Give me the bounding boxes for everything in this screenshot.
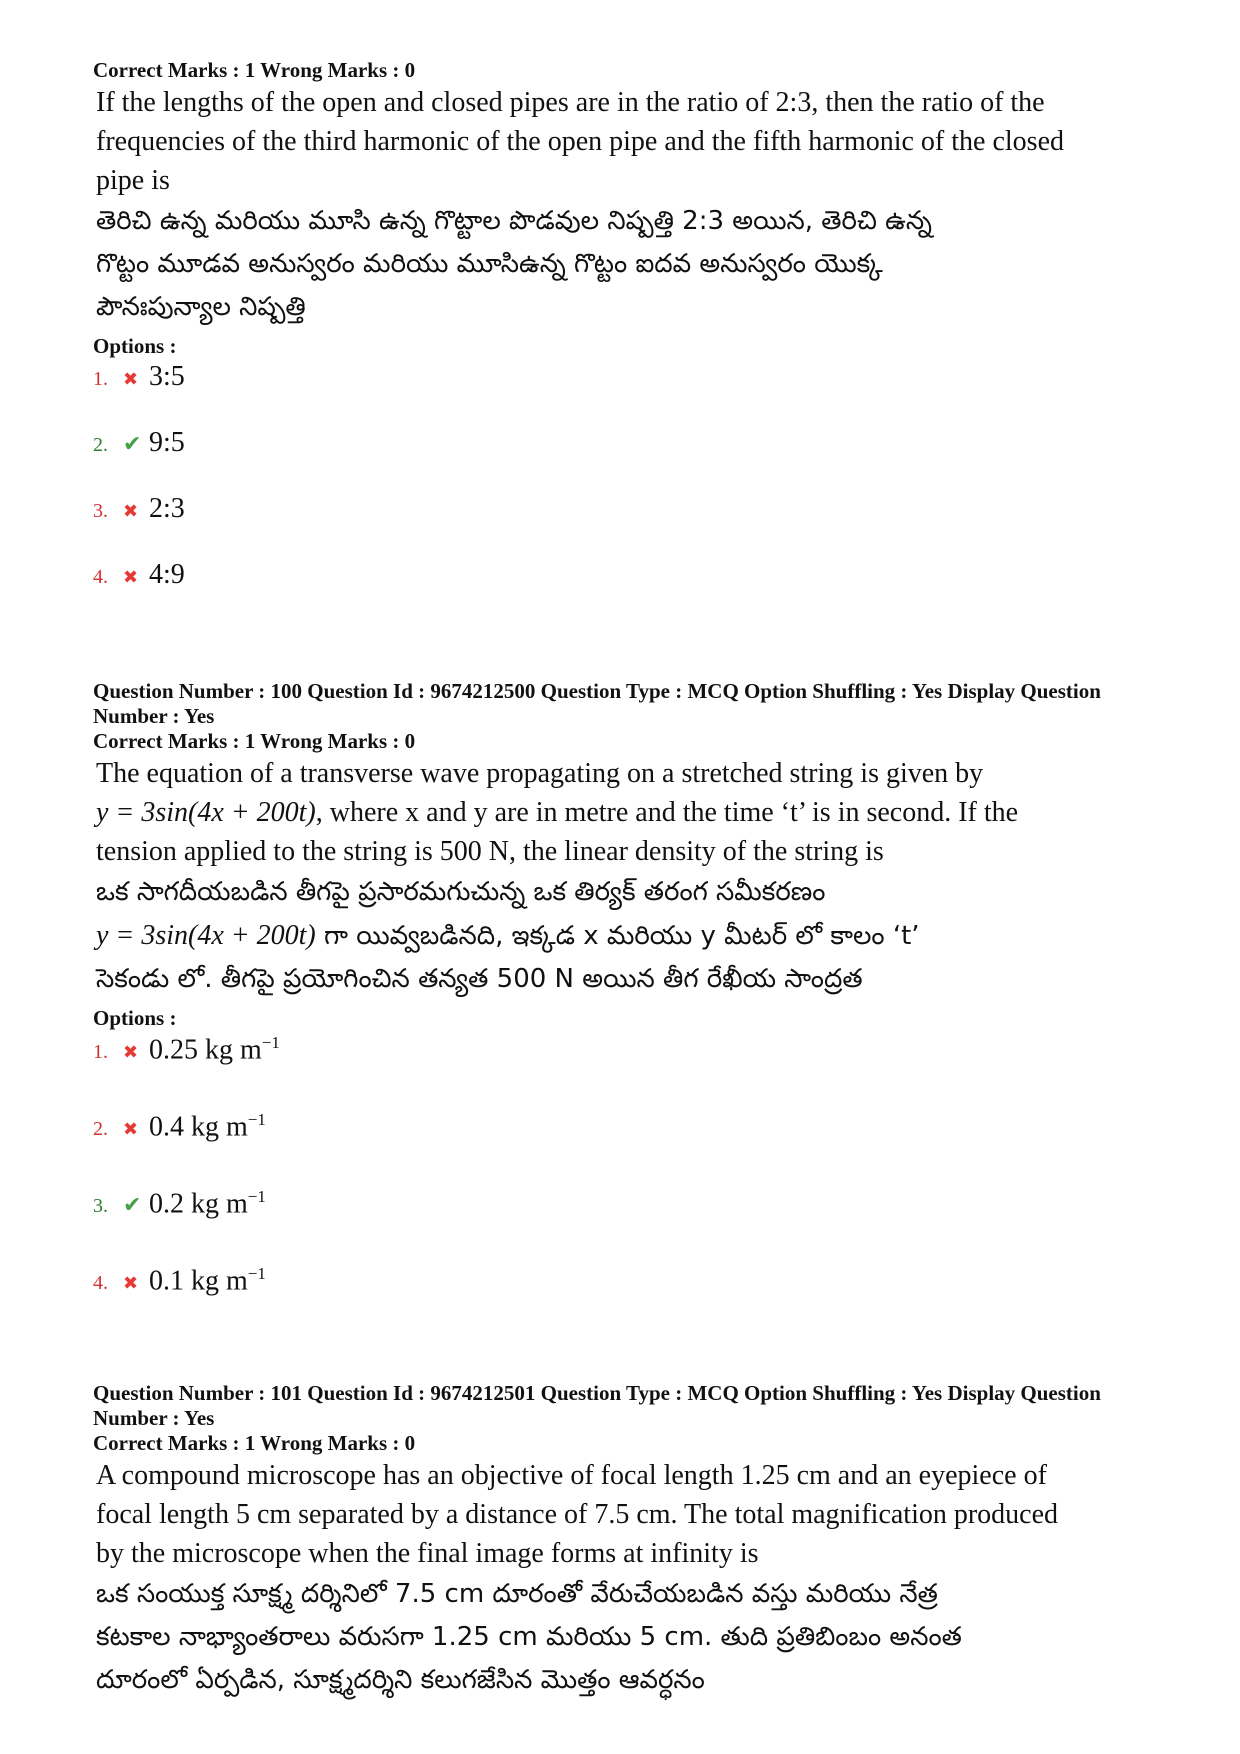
option-value (149, 1264, 266, 1297)
cross-icon: ✖ (123, 1119, 139, 1140)
cross-icon: ✖ (123, 501, 139, 521)
spacer (93, 625, 1153, 679)
option-1 (93, 361, 1153, 427)
cross-icon: ✖ (123, 1273, 139, 1294)
options-label: Options : (93, 1006, 177, 1030)
options-list (93, 1033, 1153, 1341)
cross-icon: ✖ (123, 567, 139, 587)
option-4 (93, 1264, 1153, 1341)
question-header-cont: Number : Yes (93, 1406, 215, 1430)
option-3 (93, 493, 1153, 559)
text-line: A compound microscope has an objective of focal length 1.25 cm and an eyepiece of (96, 1460, 1047, 1491)
option-number: 2. (93, 434, 108, 456)
text-line (96, 914, 1153, 958)
option-value: 4:9 (149, 559, 185, 590)
question-100 (93, 679, 1153, 1341)
text-line: గొట్టం మూడవ అనుస్వరం మరియు మూసిఉన్న గొట్టం ఐదవ అనుస్వరం యొక్క (96, 249, 883, 279)
option-4 (93, 559, 1153, 625)
option-exponent: −1 (261, 1033, 280, 1052)
question-header: Question Number : 100 Question Id : 9674212500 Question Type : MCQ Option Shuffling : Yes Display Question (93, 679, 1101, 703)
text-line: by the microscope when the final image forms at infinity is (96, 1538, 759, 1569)
option-value-text: 0.1 kg m (149, 1265, 248, 1297)
cross-icon: ✖ (123, 1042, 139, 1063)
option-value: 2:3 (149, 493, 185, 524)
question-99 (93, 58, 1153, 625)
option-number: 4. (93, 566, 108, 588)
text-line: pipe is (96, 165, 170, 196)
marks-line: Correct Marks : 1 Wrong Marks : 0 (93, 729, 416, 753)
text-line: ఒక సంయుక్త సూక్ష్మ దర్శినిలో 7.5 cm దూరంతో వేరుచేయబడిన వస్తు మరియు నేత్ర (96, 1579, 938, 1609)
option-number: 4. (93, 1272, 108, 1295)
cross-icon: ✖ (123, 369, 139, 389)
question-101 (93, 1381, 1153, 1702)
equation: y = 3sin(4x + 200t) (96, 797, 316, 828)
spacer (93, 1341, 1153, 1381)
text-line: tension applied to the string is 500 N, the linear density of the string is (96, 836, 884, 867)
option-value-text: 0.4 kg m (149, 1111, 248, 1143)
option-number: 2. (93, 1118, 108, 1141)
options-label: Options : (93, 334, 177, 358)
text-line: సెకండు లో. తీగపై ప్రయోగించిన తన్యత 500 N అయిన తీగ రేఖీయ సాంద్రత (96, 964, 863, 994)
option-2 (93, 1110, 1153, 1187)
text-line: పౌనఃపున్యాల నిష్పత్తి (96, 292, 306, 322)
option-exponent: −1 (247, 1110, 266, 1129)
text-line: ఒక సాగదీయబడిన తీగపై ప్రసారమగుచున్న ఒక తిర్యక్ తరంగ సమీకరణం (96, 877, 826, 907)
option-value: 9:5 (149, 427, 185, 458)
marks-line: Correct Marks : 1 Wrong Marks : 0 (93, 1431, 416, 1455)
text-line: frequencies of the third harmonic of the open pipe and the fifth harmonic of the closed (96, 126, 1064, 157)
option-number: 1. (93, 368, 108, 390)
text-fragment: గా యివ్వబడినది, ఇక్కడ x మరియు y మీటర్ లో కాలం ‘t’ (315, 921, 920, 951)
question-text-telugu (96, 871, 1153, 1001)
text-line: If the lengths of the open and closed pipes are in the ratio of 2:3, then the ratio of the (96, 87, 1045, 118)
option-number: 3. (93, 1195, 108, 1218)
option-3 (93, 1187, 1153, 1264)
question-header-cont: Number : Yes (93, 704, 215, 728)
question-paper-page (93, 58, 1153, 1702)
equation: y = 3sin(4x + 200t) (96, 920, 316, 951)
check-icon: ✔ (123, 1192, 142, 1218)
question-text-english (96, 1456, 1153, 1573)
option-value (149, 1187, 266, 1220)
option-value-text: 0.25 kg m (149, 1034, 262, 1066)
text-line: దూరంలో ఏర్పడిన, సూక్ష్మదర్శిని కలుగజేసిన మొత్తం ఆవర్ధనం (96, 1665, 705, 1695)
marks-line: Correct Marks : 1 Wrong Marks : 0 (93, 58, 416, 82)
question-header: Question Number : 101 Question Id : 9674212501 Question Type : MCQ Option Shuffling : Yes Display Question (93, 1381, 1101, 1405)
option-value (149, 1110, 266, 1143)
question-text-english (96, 754, 1153, 871)
option-number: 3. (93, 500, 108, 522)
question-text-english (96, 83, 1153, 200)
question-text-telugu (96, 200, 1153, 329)
option-1 (93, 1033, 1153, 1110)
check-icon: ✔ (123, 431, 142, 456)
option-value-text: 0.2 kg m (149, 1188, 248, 1220)
option-exponent: −1 (247, 1264, 266, 1283)
option-value: 3:5 (149, 361, 185, 392)
option-exponent: −1 (247, 1187, 266, 1206)
text-line (96, 793, 1153, 832)
question-text-telugu (96, 1573, 1153, 1702)
option-value (149, 1033, 280, 1066)
text-fragment: , where x and y are in metre and the time ‘t’ is in second. If the (315, 797, 1019, 828)
option-2 (93, 427, 1153, 493)
text-line: తెరిచి ఉన్న మరియు మూసి ఉన్న గొట్టాల పొడవుల నిష్పత్తి 2:3 అయిన, తెరిచి ఉన్న (96, 206, 932, 236)
options-list (93, 361, 1153, 625)
text-line: The equation of a transverse wave propagating on a stretched string is given by (96, 758, 984, 789)
text-line: కటకాల నాభ్యాంతరాలు వరుసగా 1.25 cm మరియు 5 cm. తుది ప్రతిబింబం అనంత (96, 1622, 962, 1652)
text-line: focal length 5 cm separated by a distance of 7.5 cm. The total magnification produced (96, 1499, 1059, 1530)
option-number: 1. (93, 1041, 108, 1064)
